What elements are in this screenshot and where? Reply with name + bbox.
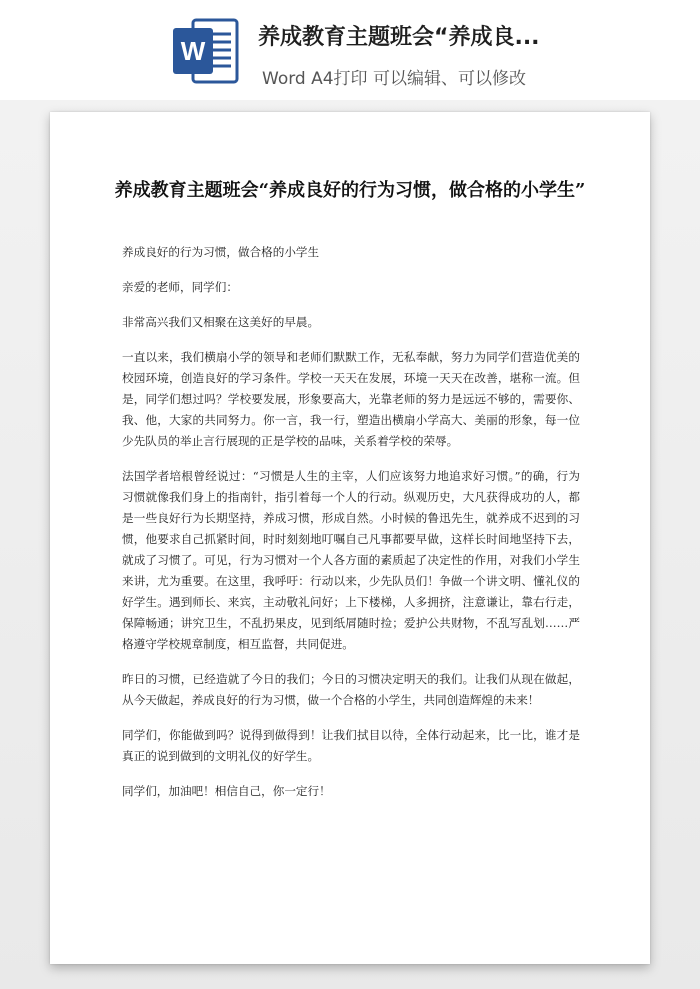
document-body <box>122 242 580 816</box>
document-page <box>50 112 650 964</box>
preview-header <box>0 0 700 100</box>
word-document-icon <box>171 18 241 84</box>
paragraph: 非常高兴我们又相聚在这美好的早晨。 <box>122 315 320 329</box>
paragraph: 同学们，加油吧！相信自己，你一定行！ <box>122 784 331 798</box>
word-icon-letter: W <box>180 36 206 66</box>
paragraph: 同学们，你能做到吗？说得到做得到！让我们拭目以待，全体行动起来，比一比，谁才是真正的说到做到的文明礼仪的好学生。 <box>122 728 580 763</box>
file-subtitle: Word A4打印 可以编辑、可以修改 <box>262 69 526 89</box>
paragraph: 法国学者培根曾经说过：“习惯是人生的主宰，人们应该努力地追求好习惯。”的确，行为习惯就像我们身上的指南针，指引着每一个人的行动。纵观历史，大凡获得成功的人，都是一些良好行为长期坚持，养成习惯，形成自然。小时候的鲁迅先生，就养成不迟到的习惯，他要求自己抓紧时间，时时刻刻地叮嘱自己凡事都要早做，这样长时间地坚持下去，就成了习惯了。可见，行为习惯对一个人各方面的素质起了决定性的作用，对我们小学生来讲，尤为重要。在这里，我呼吁：行动以来，少先队员们！争做一个讲文明、懂礼仪的好学生。遇到师长、来宾，主动敬礼问好；上下楼梯，人多拥挤，注意谦让，靠右行走，保障畅通；讲究卫生，不乱扔果皮，见到纸屑随时捡；爱护公共财物，不乱写乱划……严格遵守学校规章制度，相互监督，共同促进。 <box>122 469 580 651</box>
document-title: 养成教育主题班会“养成良好的行为习惯，做合格的小学生” <box>114 180 586 201</box>
paragraph: 亲爱的老师，同学们： <box>122 280 238 294</box>
paragraph: 养成良好的行为习惯，做合格的小学生 <box>122 245 320 259</box>
paragraph: 一直以来，我们横扇小学的领导和老师们默默工作，无私奉献，努力为同学们营造优美的校园环境，创造良好的学习条件。学校一天天在发展，环境一天天在改善，堪称一流。但是，同学们想过吗？学校要发展，形象要高大，光靠老师的努力是远远不够的，需要你、我、他，大家的共同努力。你一言，我一行，塑造出横扇小学高大、美丽的形象，每一位少先队员的举止言行展现的正是学校的品味，关系着学校的荣辱。 <box>122 350 580 448</box>
paragraph: 昨日的习惯，已经造就了今日的我们；今日的习惯决定明天的我们。让我们从现在做起，从今天做起，养成良好的行为习惯，做一个合格的小学生，共同创造辉煌的未来！ <box>122 672 580 707</box>
file-title: 养成教育主题班会“养成良... <box>258 25 540 50</box>
